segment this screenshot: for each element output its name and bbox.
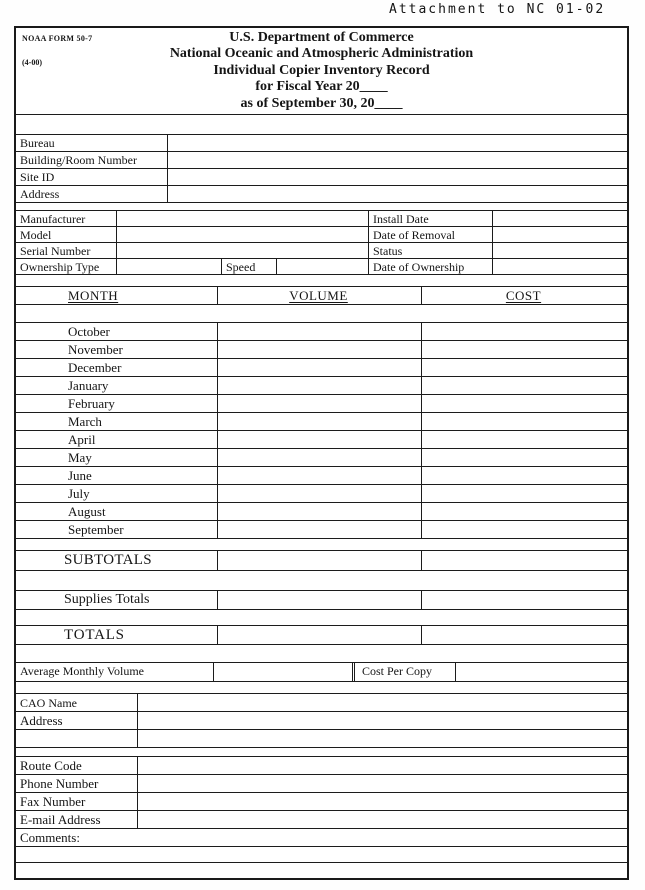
cost-cell xyxy=(422,341,627,358)
site-id-row xyxy=(16,168,627,185)
month-column-header: MONTH xyxy=(16,287,218,304)
month-row-june xyxy=(16,466,627,484)
volume-cell xyxy=(218,431,422,448)
ownership-type-value xyxy=(117,259,222,274)
cost-cell xyxy=(422,323,627,340)
cao-address-row xyxy=(16,711,627,729)
cost-cell xyxy=(422,503,627,520)
address-label: Address xyxy=(16,186,168,202)
month-row-march xyxy=(16,412,627,430)
spacer-row xyxy=(16,114,627,134)
totals-row xyxy=(16,625,627,644)
comments-line xyxy=(16,847,627,862)
building-room-label: Building/Room Number xyxy=(16,152,168,168)
volume-cell xyxy=(218,521,422,538)
serial-number-value xyxy=(117,243,369,258)
cao-address-value xyxy=(138,712,627,729)
cost-cell xyxy=(422,485,627,502)
title-department: U.S. Department of Commerce xyxy=(229,30,414,45)
month-label: February xyxy=(16,395,218,412)
subtotals-cost-cell xyxy=(422,551,627,570)
subtotals-label: SUBTOTALS xyxy=(16,551,218,570)
month-row-april xyxy=(16,430,627,448)
month-label: May xyxy=(16,449,218,466)
bureau-row xyxy=(16,134,627,151)
route-code-row xyxy=(16,756,627,774)
ownership-type-label: Ownership Type xyxy=(16,259,117,274)
cost-cell xyxy=(422,467,627,484)
month-label: June xyxy=(16,467,218,484)
month-label: December xyxy=(16,359,218,376)
volume-cell xyxy=(218,359,422,376)
address-value xyxy=(168,186,627,202)
serial-number-label: Serial Number xyxy=(16,243,117,258)
install-date-value xyxy=(493,211,627,226)
email-address-value xyxy=(138,811,627,828)
cost-cell xyxy=(422,449,627,466)
cost-column-header: COST xyxy=(505,288,542,303)
spacer-row xyxy=(16,304,627,322)
form-revision: (4-00) xyxy=(22,58,42,67)
date-of-removal-label: Date of Removal xyxy=(369,227,493,242)
building-room-row xyxy=(16,151,627,168)
cost-cell xyxy=(422,359,627,376)
month-label: August xyxy=(16,503,218,520)
month-label: September xyxy=(16,521,218,538)
cost-cell xyxy=(422,521,627,538)
title-as-of-date: as of September 30, 20____ xyxy=(240,95,403,111)
month-row-august xyxy=(16,502,627,520)
cao-address-label: Address xyxy=(16,712,138,729)
fax-number-label: Fax Number xyxy=(16,793,138,810)
date-of-ownership-value xyxy=(493,259,627,274)
route-code-value xyxy=(138,757,627,774)
phone-number-label: Phone Number xyxy=(16,775,138,792)
status-value xyxy=(493,243,627,258)
spacer-row xyxy=(16,609,627,625)
cost-per-copy-label: Cost Per Copy xyxy=(355,663,456,681)
average-monthly-volume-label: Average Monthly Volume xyxy=(16,663,214,681)
month-label: November xyxy=(16,341,218,358)
ownership-type-row xyxy=(16,258,627,274)
cost-cell xyxy=(422,395,627,412)
volume-cell xyxy=(218,467,422,484)
building-room-value xyxy=(168,152,627,168)
address-row xyxy=(16,185,627,202)
average-monthly-volume-row xyxy=(16,662,627,681)
manufacturer-row xyxy=(16,210,627,226)
supplies-totals-row xyxy=(16,590,627,609)
speed-value xyxy=(277,259,369,274)
spacer-row xyxy=(16,538,627,550)
form-number: NOAA FORM 50-7 xyxy=(22,34,93,43)
title-agency: National Oceanic and Atmospheric Administration xyxy=(169,46,474,62)
spacer-row xyxy=(16,570,627,590)
month-label: March xyxy=(16,413,218,430)
comments-blank-row xyxy=(16,862,627,878)
volume-cell xyxy=(218,503,422,520)
cost-cell xyxy=(422,377,627,394)
month-row-february xyxy=(16,394,627,412)
spacer-row xyxy=(16,747,627,756)
month-label: April xyxy=(16,431,218,448)
cao-name-value xyxy=(138,694,627,711)
volume-cell xyxy=(218,395,422,412)
cao-address-continued-label xyxy=(16,730,138,747)
volume-cell xyxy=(218,449,422,466)
date-of-ownership-label: Date of Ownership xyxy=(369,259,493,274)
title-fiscal-year: for Fiscal Year 20____ xyxy=(255,79,388,95)
spacer-row xyxy=(16,644,627,662)
spacer-row xyxy=(16,274,627,286)
bureau-label: Bureau xyxy=(16,135,168,151)
cost-cell xyxy=(422,413,627,430)
date-of-removal-value xyxy=(493,227,627,242)
email-address-row xyxy=(16,810,627,828)
supplies-cost-cell xyxy=(422,591,627,609)
manufacturer-label: Manufacturer xyxy=(16,211,117,226)
cost-per-copy-value xyxy=(456,663,627,681)
cao-address-continued-value xyxy=(138,730,627,747)
average-monthly-volume-value xyxy=(214,663,355,681)
model-label: Model xyxy=(16,227,117,242)
status-label: Status xyxy=(369,243,493,258)
totals-volume-cell xyxy=(218,626,422,644)
month-row-september xyxy=(16,520,627,538)
cao-name-label: CAO Name xyxy=(16,694,138,711)
title-form-name: Individual Copier Inventory Record xyxy=(213,62,430,78)
comments-blank-row xyxy=(16,846,627,862)
cao-address-continued-row xyxy=(16,729,627,747)
install-date-label: Install Date xyxy=(369,211,493,226)
phone-number-row xyxy=(16,774,627,792)
totals-label: TOTALS xyxy=(16,626,218,644)
usage-table-header-row xyxy=(16,286,627,304)
supplies-totals-label: Supplies Totals xyxy=(16,591,218,609)
month-row-january xyxy=(16,376,627,394)
serial-number-row xyxy=(16,242,627,258)
bureau-value xyxy=(168,135,627,151)
manufacturer-value xyxy=(117,211,369,226)
fax-number-row xyxy=(16,792,627,810)
volume-column-header: VOLUME xyxy=(218,287,422,304)
month-row-november xyxy=(16,340,627,358)
copier-inventory-form xyxy=(14,26,629,880)
site-id-label: Site ID xyxy=(16,169,168,185)
subtotals-volume-cell xyxy=(218,551,422,570)
volume-cell xyxy=(218,413,422,430)
model-value xyxy=(117,227,369,242)
month-row-december xyxy=(16,358,627,376)
comments-label: Comments: xyxy=(20,830,80,845)
month-row-july xyxy=(16,484,627,502)
phone-number-value xyxy=(138,775,627,792)
volume-cell xyxy=(218,377,422,394)
volume-cell xyxy=(218,485,422,502)
month-label: January xyxy=(16,377,218,394)
fax-number-value xyxy=(138,793,627,810)
speed-label: Speed xyxy=(222,259,277,274)
spacer-row xyxy=(16,202,627,210)
volume-cell xyxy=(218,341,422,358)
model-row xyxy=(16,226,627,242)
form-header xyxy=(16,28,627,114)
supplies-volume-cell xyxy=(218,591,422,609)
month-row-october xyxy=(16,322,627,340)
month-label: July xyxy=(16,485,218,502)
spacer-row xyxy=(16,681,627,693)
month-row-may xyxy=(16,448,627,466)
month-label: October xyxy=(16,323,218,340)
cost-cell xyxy=(422,431,627,448)
volume-cell xyxy=(218,323,422,340)
comments-row xyxy=(16,828,627,846)
cao-name-row xyxy=(16,693,627,711)
email-address-label: E-mail Address xyxy=(16,811,138,828)
attachment-note: Attachment to NC 01-02 xyxy=(389,2,606,17)
comments-line xyxy=(16,863,627,878)
route-code-label: Route Code xyxy=(16,757,138,774)
site-id-value xyxy=(168,169,627,185)
totals-cost-cell xyxy=(422,626,627,644)
subtotals-row xyxy=(16,550,627,570)
